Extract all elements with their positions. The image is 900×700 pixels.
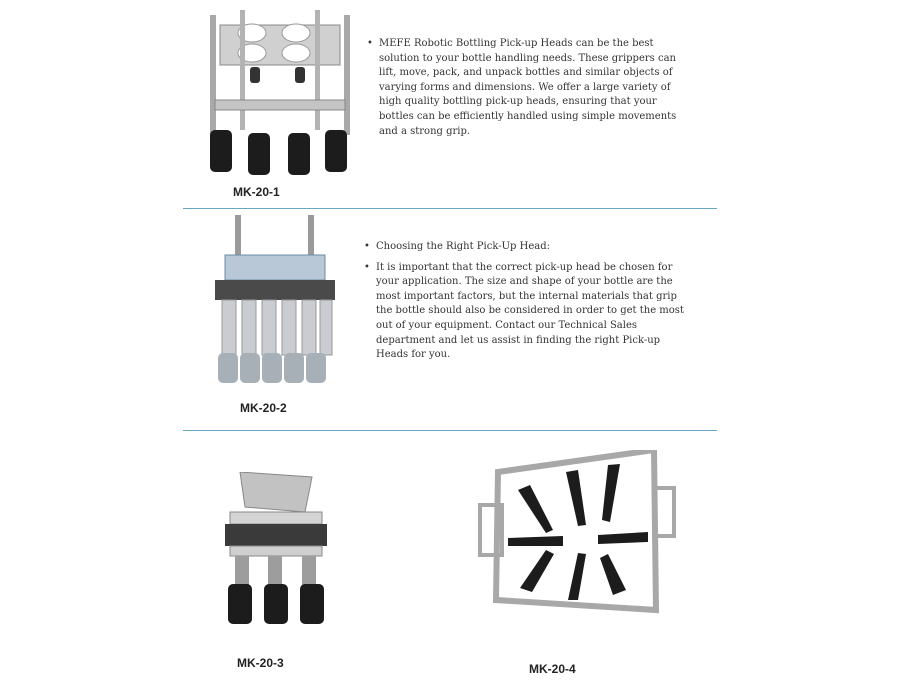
gripper-illustration <box>220 472 332 627</box>
caption-mk-20-1: MK-20-1 <box>233 185 280 199</box>
description-list-2 <box>364 240 689 369</box>
gripper-illustration <box>200 5 360 180</box>
product-image-mk-20-2 <box>210 215 340 385</box>
caption-mk-20-4: MK-20-4 <box>529 662 576 676</box>
product-image-mk-20-3 <box>220 472 332 627</box>
description-bullet: • MEFE Robotic Bottling Pick-up Heads can be the best solution to your bottle handling needs. These grippers can lift, move, pack, and unpack bottles and similar objects of varying forms and dimensions. We offer a large variety of high quality bottling pick-up heads, ensuring that your bottles can be efficiently handled using simple movements and a strong grip. <box>367 37 689 139</box>
section-divider-1 <box>183 208 717 209</box>
section-divider-2 <box>183 430 717 431</box>
product-image-mk-20-4 <box>478 450 676 622</box>
gripper-illustration <box>478 450 676 622</box>
description-bullet: • Choosing the Right Pick-Up Head: <box>364 240 689 255</box>
product-image-mk-20-1 <box>200 5 360 180</box>
description-bullet: • It is important that the correct pick-up head be chosen for your application. The size and shape of your bottle are the most important factors, but the internal materials that grip the bottle should also be considered in order to get the most out of your equipment. Contact our Technical Sales department and let us assist in finding the right Pick-up Heads for you. <box>364 261 689 363</box>
description-list-1 <box>367 37 689 145</box>
gripper-illustration <box>210 215 340 385</box>
caption-mk-20-2: MK-20-2 <box>240 401 287 415</box>
caption-mk-20-3: MK-20-3 <box>237 656 284 670</box>
